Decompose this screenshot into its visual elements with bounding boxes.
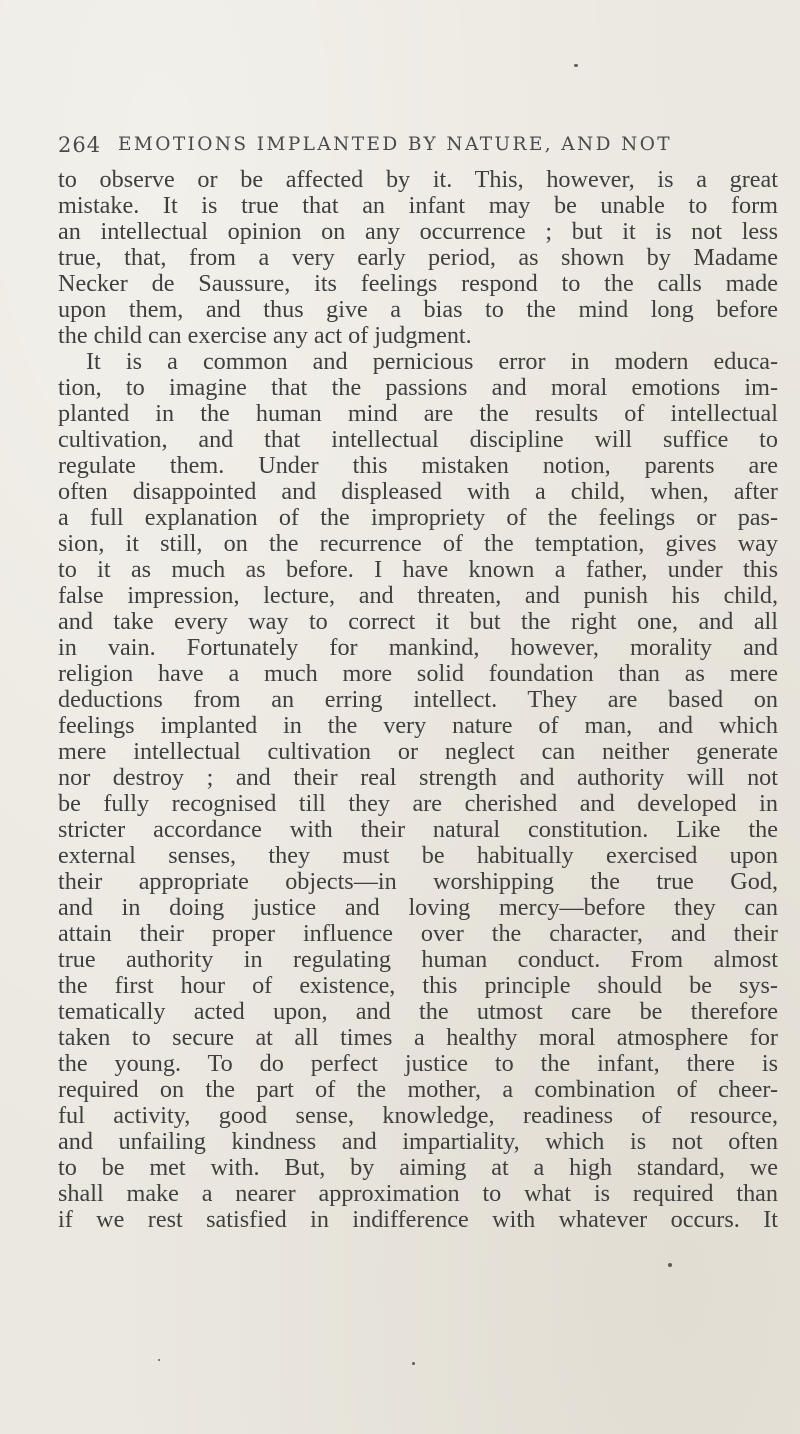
text-line: ful activity, good sense, knowledge, readiness of resource, — [58, 1102, 778, 1129]
text-line: external senses, they must be habitually exercised upon — [58, 842, 778, 869]
text-line: upon them, and thus give a bias to the mind long before — [58, 296, 778, 323]
text-line: mistake. It is true that an infant may be unable to form — [58, 192, 778, 219]
text-line: nor destroy ; and their real strength and authority will not — [58, 764, 778, 791]
text-line: stricter accordance with their natural constitution. Like the — [58, 816, 778, 843]
text-line: true, that, from a very early period, as shown by Madame — [58, 244, 778, 271]
text-line: be fully recognised till they are cherished and developed in — [58, 790, 778, 817]
text-line: religion have a much more solid foundation than as mere — [58, 660, 778, 687]
text-line: if we rest satisfied in indifference with whatever occurs. It — [58, 1206, 778, 1233]
text-line: taken to secure at all times a healthy moral atmosphere for — [58, 1024, 778, 1051]
text-line: and take every way to correct it but the right one, and all — [58, 608, 778, 635]
text-line: tematically acted upon, and the utmost care be therefore — [58, 998, 778, 1025]
text-line: in vain. Fortunately for mankind, however, morality and — [58, 634, 778, 661]
body-text — [58, 167, 778, 1233]
text-line: attain their proper influence over the character, and their — [58, 920, 778, 947]
page-number: 264 — [58, 133, 102, 157]
text-line: often disappointed and displeased with a child, when, after — [58, 478, 778, 505]
page-header — [58, 133, 758, 161]
text-line: Necker de Saussure, its feelings respond to the calls made — [58, 270, 778, 297]
paper-speck — [158, 1359, 160, 1361]
text-line: to be met with. But, by aiming at a high standard, we — [58, 1154, 778, 1181]
text-line: their appropriate objects—in worshipping the true God, — [58, 868, 778, 895]
text-line: tion, to imagine that the passions and moral emotions im- — [58, 374, 778, 401]
paper-speck — [668, 1263, 672, 1267]
text-line: mere intellectual cultivation or neglect can neither generate — [58, 738, 778, 765]
running-head: EMOTIONS IMPLANTED BY NATURE, AND NOT — [118, 134, 673, 155]
text-line: and unfailing kindness and impartiality, which is not often — [58, 1128, 778, 1155]
text-line: and in doing justice and loving mercy—before they can — [58, 894, 778, 921]
text-line: regulate them. Under this mistaken notion, parents are — [58, 452, 778, 479]
text-line: cultivation, and that intellectual discipline will suffice to — [58, 426, 778, 453]
text-line: sion, it still, on the recurrence of the temptation, gives way — [58, 530, 778, 557]
text-line: planted in the human mind are the results of intellectual — [58, 400, 778, 427]
text-line: a full explanation of the impropriety of the feelings or pas- — [58, 504, 778, 531]
text-line: the young. To do perfect justice to the infant, there is — [58, 1050, 778, 1077]
text-line: shall make a nearer approximation to what is required than — [58, 1180, 778, 1207]
text-line: false impression, lecture, and threaten, and punish his child, — [58, 582, 778, 609]
text-line: deductions from an erring intellect. They are based on — [58, 686, 778, 713]
paper-speck — [574, 64, 578, 67]
text-line: feelings implanted in the very nature of man, and which — [58, 712, 778, 739]
text-line: the first hour of existence, this principle should be sys- — [58, 972, 778, 999]
text-line: required on the part of the mother, a combination of cheer- — [58, 1076, 778, 1103]
text-line: to observe or be affected by it. This, however, is a great — [58, 166, 778, 193]
paper-speck — [412, 1362, 415, 1365]
text-line: true authority in regulating human conduct. From almost — [58, 946, 778, 973]
text-line: to it as much as before. I have known a father, under this — [58, 556, 778, 583]
text-line: the child can exercise any act of judgment. — [58, 322, 472, 349]
text-line: It is a common and pernicious error in modern educa- — [86, 348, 778, 375]
text-line: an intellectual opinion on any occurrence ; but it is not less — [58, 218, 778, 245]
